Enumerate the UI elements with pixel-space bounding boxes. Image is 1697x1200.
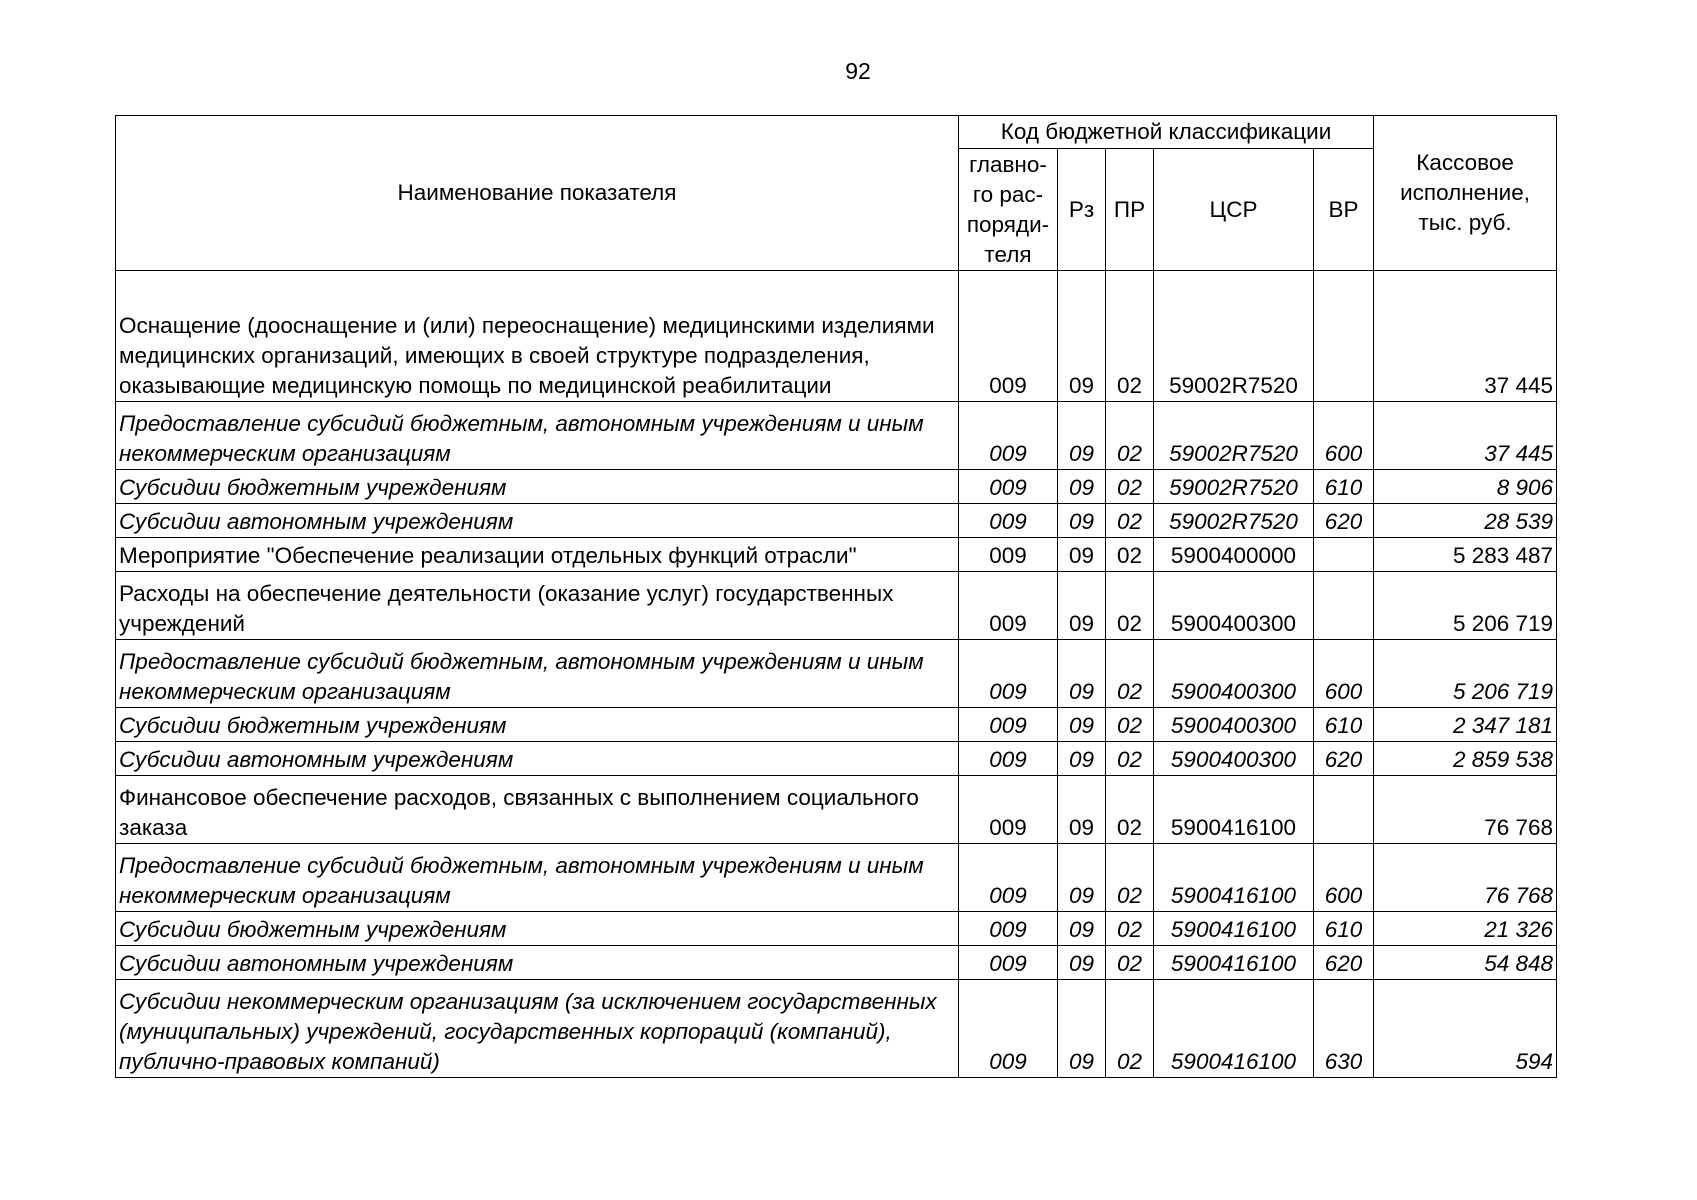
cell-pr: 02 <box>1106 912 1154 946</box>
cell-name: Субсидии бюджетным учреждениям <box>116 470 959 504</box>
table-row <box>116 538 1557 572</box>
cell-amount: 21 326 <box>1374 912 1557 946</box>
cell-name: Финансовое обеспечение расходов, связанных с выполнением социального заказа <box>116 776 959 844</box>
cell-csr: 5900416100 <box>1154 980 1314 1078</box>
cell-name: Субсидии бюджетным учреждениям <box>116 912 959 946</box>
table-row <box>116 946 1557 980</box>
cell-vr: 600 <box>1314 844 1374 912</box>
header-vr: ВР <box>1314 149 1374 271</box>
header-amount: Кассовое исполнение, тыс. руб. <box>1374 116 1557 271</box>
cell-amount: 37 445 <box>1374 402 1557 470</box>
cell-amount: 5 283 487 <box>1374 538 1557 572</box>
cell-admin: 009 <box>959 946 1058 980</box>
header-admin: главно-го рас-поряди-теля <box>959 149 1058 271</box>
budget-table <box>115 115 1557 1078</box>
cell-amount: 2 859 538 <box>1374 742 1557 776</box>
cell-csr: 5900416100 <box>1154 844 1314 912</box>
table-row <box>116 912 1557 946</box>
cell-csr: 5900400300 <box>1154 742 1314 776</box>
cell-csr: 5900400300 <box>1154 572 1314 640</box>
cell-name: Предоставление субсидий бюджетным, автономным учреждениям и иным некоммерческим организациям <box>116 402 959 470</box>
cell-pr: 02 <box>1106 538 1154 572</box>
header-rz: Рз <box>1058 149 1106 271</box>
cell-amount: 5 206 719 <box>1374 640 1557 708</box>
cell-amount: 8 906 <box>1374 470 1557 504</box>
cell-rz: 09 <box>1058 912 1106 946</box>
cell-amount: 594 <box>1374 980 1557 1078</box>
cell-rz: 09 <box>1058 640 1106 708</box>
table-row <box>116 402 1557 470</box>
cell-pr: 02 <box>1106 776 1154 844</box>
cell-admin: 009 <box>959 504 1058 538</box>
cell-vr: 620 <box>1314 946 1374 980</box>
cell-admin: 009 <box>959 640 1058 708</box>
table-row <box>116 708 1557 742</box>
header-pr: ПР <box>1106 149 1154 271</box>
cell-name: Субсидии некоммерческим организациям (за исключением государственных (муниципальных) учреждений, государственных корпораций (компаний), публично-правовых компаний) <box>116 980 959 1078</box>
cell-name: Мероприятие "Обеспечение реализации отдельных функций отрасли" <box>116 538 959 572</box>
table-row <box>116 470 1557 504</box>
cell-csr: 5900416100 <box>1154 946 1314 980</box>
cell-rz: 09 <box>1058 271 1106 402</box>
cell-name: Предоставление субсидий бюджетным, автономным учреждениям и иным некоммерческим организациям <box>116 640 959 708</box>
cell-vr <box>1314 572 1374 640</box>
cell-amount: 37 445 <box>1374 271 1557 402</box>
cell-pr: 02 <box>1106 844 1154 912</box>
cell-name: Расходы на обеспечение деятельности (оказание услуг) государственных учреждений <box>116 572 959 640</box>
cell-rz: 09 <box>1058 742 1106 776</box>
cell-amount: 54 848 <box>1374 946 1557 980</box>
cell-vr: 610 <box>1314 470 1374 504</box>
cell-pr: 02 <box>1106 271 1154 402</box>
cell-csr: 5900400000 <box>1154 538 1314 572</box>
cell-amount: 5 206 719 <box>1374 572 1557 640</box>
table-row <box>116 980 1557 1078</box>
cell-rz: 09 <box>1058 844 1106 912</box>
page-number: 92 <box>845 58 871 84</box>
header-name: Наименование показателя <box>116 116 959 271</box>
cell-vr: 620 <box>1314 504 1374 538</box>
cell-pr: 02 <box>1106 572 1154 640</box>
cell-admin: 009 <box>959 402 1058 470</box>
cell-csr: 59002R7520 <box>1154 504 1314 538</box>
cell-pr: 02 <box>1106 946 1154 980</box>
cell-vr <box>1314 271 1374 402</box>
cell-csr: 5900400300 <box>1154 640 1314 708</box>
table-row <box>116 504 1557 538</box>
table-row <box>116 844 1557 912</box>
cell-name: Субсидии автономным учреждениям <box>116 946 959 980</box>
cell-name: Субсидии автономным учреждениям <box>116 742 959 776</box>
cell-csr: 5900416100 <box>1154 776 1314 844</box>
cell-vr <box>1314 776 1374 844</box>
cell-pr: 02 <box>1106 504 1154 538</box>
cell-admin: 009 <box>959 470 1058 504</box>
cell-pr: 02 <box>1106 402 1154 470</box>
cell-rz: 09 <box>1058 572 1106 640</box>
cell-name: Субсидии автономным учреждениям <box>116 504 959 538</box>
cell-rz: 09 <box>1058 776 1106 844</box>
cell-admin: 009 <box>959 844 1058 912</box>
header-code-group: Код бюджетной классификации <box>959 116 1374 149</box>
cell-rz: 09 <box>1058 946 1106 980</box>
cell-vr: 610 <box>1314 708 1374 742</box>
cell-csr: 59002R7520 <box>1154 271 1314 402</box>
cell-pr: 02 <box>1106 708 1154 742</box>
cell-admin: 009 <box>959 708 1058 742</box>
table-row <box>116 572 1557 640</box>
cell-admin: 009 <box>959 912 1058 946</box>
cell-admin: 009 <box>959 271 1058 402</box>
cell-rz: 09 <box>1058 538 1106 572</box>
cell-name: Оснащение (дооснащение и (или) переоснащение) медицинскими изделиями медицинских организаций, имеющих в своей структуре подразделения, оказывающие медицинскую помощь по медицинской реабилитации <box>116 271 959 402</box>
cell-admin: 009 <box>959 980 1058 1078</box>
cell-amount: 28 539 <box>1374 504 1557 538</box>
cell-vr <box>1314 538 1374 572</box>
cell-name: Предоставление субсидий бюджетным, автономным учреждениям и иным некоммерческим организациям <box>116 844 959 912</box>
cell-rz: 09 <box>1058 980 1106 1078</box>
table-row <box>116 776 1557 844</box>
cell-name: Субсидии бюджетным учреждениям <box>116 708 959 742</box>
cell-csr: 59002R7520 <box>1154 470 1314 504</box>
cell-rz: 09 <box>1058 708 1106 742</box>
cell-vr: 600 <box>1314 402 1374 470</box>
cell-admin: 009 <box>959 776 1058 844</box>
cell-amount: 76 768 <box>1374 844 1557 912</box>
table-row <box>116 742 1557 776</box>
cell-amount: 76 768 <box>1374 776 1557 844</box>
cell-admin: 009 <box>959 572 1058 640</box>
cell-admin: 009 <box>959 538 1058 572</box>
cell-rz: 09 <box>1058 504 1106 538</box>
cell-vr: 600 <box>1314 640 1374 708</box>
table-body <box>116 271 1557 1078</box>
cell-csr: 5900416100 <box>1154 912 1314 946</box>
cell-rz: 09 <box>1058 470 1106 504</box>
table-row <box>116 271 1557 402</box>
cell-vr: 620 <box>1314 742 1374 776</box>
cell-vr: 630 <box>1314 980 1374 1078</box>
cell-admin: 009 <box>959 742 1058 776</box>
cell-csr: 5900400300 <box>1154 708 1314 742</box>
cell-amount: 2 347 181 <box>1374 708 1557 742</box>
table-row <box>116 640 1557 708</box>
cell-pr: 02 <box>1106 640 1154 708</box>
cell-csr: 59002R7520 <box>1154 402 1314 470</box>
cell-rz: 09 <box>1058 402 1106 470</box>
cell-pr: 02 <box>1106 742 1154 776</box>
cell-vr: 610 <box>1314 912 1374 946</box>
cell-pr: 02 <box>1106 980 1154 1078</box>
header-csr: ЦСР <box>1154 149 1314 271</box>
cell-pr: 02 <box>1106 470 1154 504</box>
